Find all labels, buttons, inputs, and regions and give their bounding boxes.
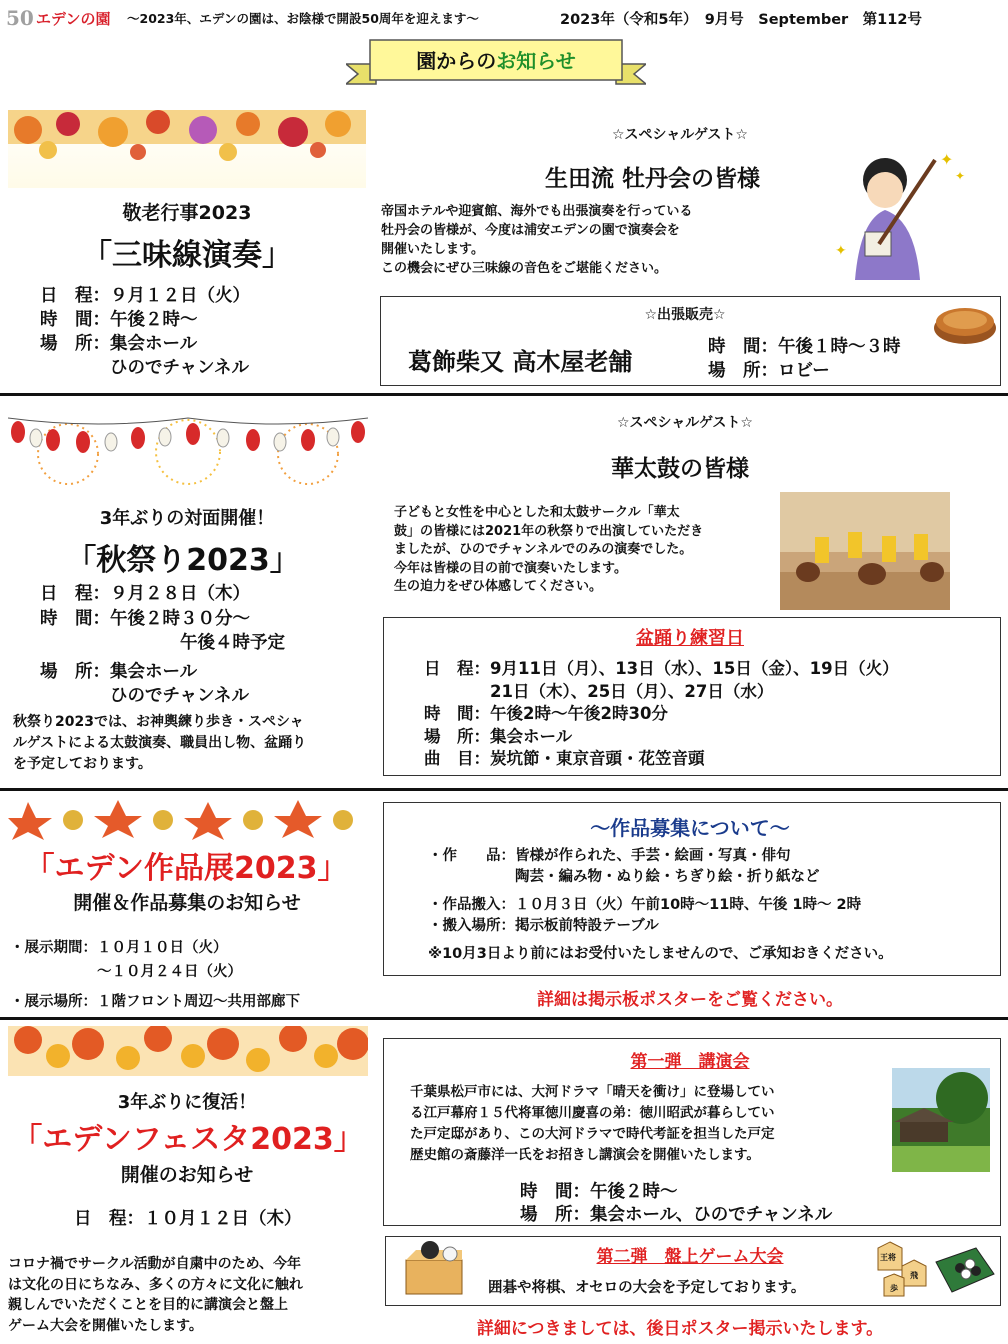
autumn-maple-image — [8, 1026, 368, 1076]
s1-guest-desc: 帝国ホテルや迎賓館、海外でも出張演奏を行っている 牡丹会の皆様が、今度は浦安エデンの園で演奏会を 開催いたします。 この機会にぜひ三味線の音色をご堪能ください。 — [381, 204, 693, 276]
s4-title: 「エデンフェスタ2023」 — [12, 1122, 364, 1157]
banner-title-green: お知らせ — [496, 49, 576, 73]
s4-game-desc: 囲碁や将棋、オセロの大会を予定しております。 — [488, 1280, 806, 1296]
s2-place: 場 所：集会ホール — [40, 661, 198, 682]
divider-2 — [0, 788, 1008, 791]
divider-1 — [0, 393, 1008, 396]
s3-footer: 詳細は掲示板ポスターをご覧ください。 — [537, 990, 843, 1010]
s3-box-lines: ・作 品：皆様が作られた、手芸・絵画・写真・俳句 陶芸・編み物・ぬり絵・ちぎり絵・折り紙など ・作品搬入：１０月３日（火）午前10時～11時、午後 1時～ 2時 ・搬入場所：掲示板前特設テーブル ※10月3日より前にはお受付いたしませんので、ご承知おきください。 — [428, 848, 893, 962]
s4-lead: 3年ぶりに復活！ — [117, 1092, 257, 1113]
s1-sale-name: 葛飾柴又 高木屋老舗 — [408, 348, 633, 376]
s4-subtitle: 開催のお知らせ — [120, 1164, 254, 1186]
s1-sale-time: 時 間：午後１時～３時 — [708, 337, 901, 357]
s3-period-2: ～１０月２４日（火） — [10, 964, 242, 980]
s4-date: 日 程：１０月１２日（木） — [74, 1209, 302, 1229]
logo-text: エデンの園 — [35, 9, 111, 28]
s2-place-2: ひのでチャンネル — [40, 686, 249, 706]
s1-guest-name: 生田流 牡丹会の皆様 — [545, 166, 761, 192]
s1-title: 「三味線演奏」 — [82, 238, 292, 273]
s3-subtitle: 開催＆作品募集のお知らせ — [73, 892, 301, 914]
tojo-residence-photo — [892, 1068, 990, 1172]
banner-title-black: 園からの — [416, 49, 497, 73]
s1-time: 時 間：午後２時～ — [40, 310, 198, 330]
s4-lecture-time: 時 間：午後２時～ — [520, 1182, 678, 1202]
shogi-piece-labels — [876, 1240, 928, 1300]
s2-title: 「秋祭り2023」 — [66, 543, 300, 578]
shamisen-player-icon — [835, 140, 975, 285]
s3-place: ・展示場所：１階フロント周辺～共用部廊下 — [10, 994, 300, 1010]
s2-bon-lines: 日 程：9月11日（月）、13日（水）、15日（金）、19日（火） 21日（木）、25日（月）、27日（水） 時 間：午後2時～午後2時30分 場 所：集会ホール 曲 目：炭坑節・東京音頭・花笠音頭 — [424, 659, 899, 768]
s1-guest-label: ☆スペシャルゲスト☆ — [612, 127, 748, 143]
issue-info: 2023年（令和5年） 9月号 September 第112号 — [560, 12, 922, 28]
s4-lecture-place: 場 所：集会ホール、ひのでチャンネル — [520, 1205, 833, 1225]
s2-guest-label: ☆スペシャルゲスト☆ — [617, 415, 753, 431]
s4-lecture-title: 第一弾 講演会 — [630, 1052, 750, 1072]
s1-sale-place: 場 所：ロビー — [708, 361, 830, 381]
s1-place: 場 所：集会ホール — [40, 334, 198, 354]
svg-text:✦: ✦ — [940, 150, 954, 169]
autumn-leaves-border — [8, 796, 360, 840]
s2-guest-desc: 子どもと女性を中心とした和太鼓サークル「華太 鼓」の皆様には2021年の秋祭りで出演していただき ましたが、ひのでチャンネルでのみの演奏でした。 今年は皆様の目の前で演奏いたします。 生の迫力をぜひ体感してください。 — [394, 505, 704, 594]
taiko-drummers-photo — [780, 492, 950, 610]
s2-bon-title: 盆踊り練習日 — [636, 628, 744, 649]
s2-date: 日 程：９月２８日（木） — [40, 584, 250, 604]
logo-number: 50 — [6, 6, 34, 30]
s2-time: 時 間：午後２時３０分～ — [40, 608, 250, 629]
s2-time-2: 午後４時予定 — [40, 633, 285, 653]
lanterns-fireworks-image — [8, 404, 368, 488]
s1-event: 敬老行事2023 — [122, 202, 252, 224]
dorayaki-icon — [932, 302, 998, 346]
s1-details — [40, 284, 250, 380]
svg-text:✦: ✦ — [835, 243, 847, 259]
s2-details — [40, 582, 285, 709]
s4-lecture-desc: 千葉県松戸市には、大河ドラマ「晴天を衝け」に登場してい る江戸幕府１５代将軍徳川慶喜の弟：徳川昭武が暮らしてい た戸定邸があり、この大河ドラマで時代考証を担当した戸定 歴史館の斎藤洋一氏をお招きし講演会を開催いたします。 — [410, 1084, 775, 1163]
divider-3 — [0, 1017, 1008, 1020]
s1-place-2: ひのでチャンネル — [40, 358, 249, 378]
s4-note: コロナ禍でサークル活動が自粛中のため、今年 は文化の日にちなみ、多くの方々に文化に触れ 親しんでいただくことを目的に講演会と盤上 ゲーム大会を開催いたします。 — [8, 1256, 303, 1334]
shogi-rook-label: 飛 — [910, 1271, 918, 1280]
s3-title: 「エデン作品展2023」 — [24, 851, 348, 886]
s2-guest-name: 華太鼓の皆様 — [611, 456, 749, 482]
othello-board-icon — [930, 1244, 996, 1300]
s4-game-title: 第二弾 盤上ゲーム大会 — [596, 1247, 784, 1267]
s3-box-title: ～作品募集について～ — [590, 816, 790, 840]
s1-sale-label: ☆出張販売☆ — [644, 307, 726, 323]
shogi-pawn-label: 歩 — [890, 1284, 898, 1293]
logo — [6, 6, 111, 30]
s2-lead: 3年ぶりの対面開催！ — [99, 508, 275, 529]
s1-date: 日 程：９月１２日（火） — [40, 286, 250, 306]
s3-period: ・展示期間：１０月１０日（火） — [10, 940, 228, 956]
banner-title — [370, 45, 622, 74]
svg-text:✦: ✦ — [955, 169, 966, 183]
header-tagline: ～2023年、エデンの園は、お陰様で開設50周年を迎えます～ — [127, 11, 479, 26]
s4-footer: 詳細につきましては、後日ポスター掲示いたします。 — [476, 1319, 884, 1339]
shogi-king-label: 王将 — [880, 1253, 896, 1262]
autumn-flowers-image — [8, 110, 366, 188]
s3-details — [10, 936, 300, 1014]
go-board-icon — [402, 1240, 466, 1300]
s2-note: 秋祭り2023では、お神輿練り歩き・スペシャ ルゲストによる太鼓演奏、職員出し物、盆踊り を予定しております。 — [13, 714, 307, 772]
